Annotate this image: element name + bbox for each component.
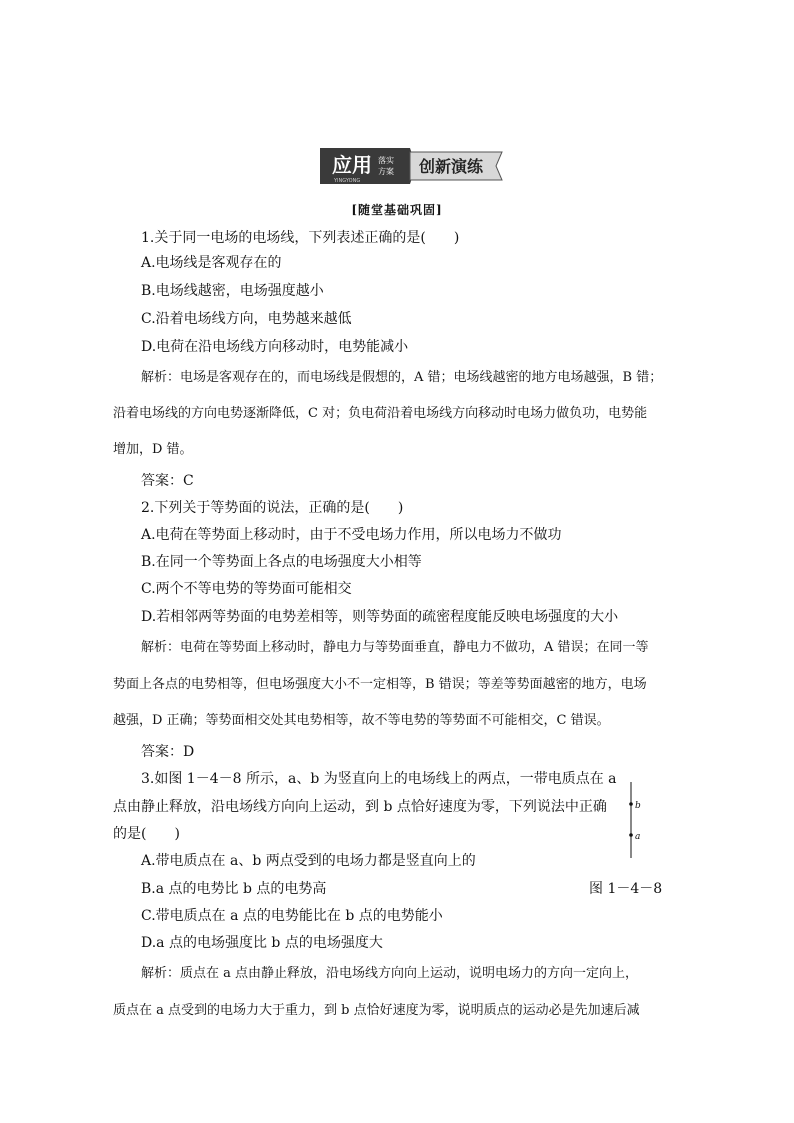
banner-right: 创新演练 bbox=[419, 157, 484, 176]
q3-explanation-line-1: 解析：质点在 a 点由静止释放，沿电场线方向向上运动，说明电场力的方向一定向上， bbox=[141, 966, 639, 981]
banner-small-top: 落实 bbox=[378, 156, 394, 165]
q3-stem-line-1: 3.如图 1－4－8 所示，a、b 为竖直向上的电场线上的两点，一带电质点在 a bbox=[141, 771, 617, 787]
section-title: [随堂基础巩固] bbox=[351, 203, 443, 217]
q2-option-b: B.在同一个等势面上各点的电场强度大小相等 bbox=[141, 554, 422, 570]
q1-option-a: A.电场线是客观存在的 bbox=[141, 255, 282, 271]
q3-stem-line-2: 点由静止释放，沿电场线方向向上运动，到 b 点恰好速度为零，下列说法中正确 bbox=[113, 799, 607, 815]
banner-pinyin: YINGYONG bbox=[334, 178, 361, 184]
q2-explanation-line-2: 势面上各点的电势相等，但电场强度大小不一定相等，B 错误；等差等势面越密的地方，电场 bbox=[113, 677, 647, 692]
banner-small-bottom: 方案 bbox=[378, 167, 394, 176]
q2-option-a: A.电荷在等势面上移动时，由于不受电场力作用，所以电场力不做功 bbox=[141, 527, 562, 543]
q1-stem: 1.关于同一电场的电场线，下列表述正确的是( ) bbox=[141, 230, 460, 246]
q3-explanation-line-2: 质点在 a 点受到的电场力大于重力，到 b 点恰好速度为零，说明质点的运动必是先加速后减 bbox=[113, 1003, 640, 1018]
figure-electric-field-line bbox=[620, 780, 650, 860]
q1-option-b: B.电场线越密，电场强度越小 bbox=[141, 283, 324, 299]
q2-explanation-line-3: 越强，D 正确；等势面相交处其电势相等，故不等电势的等势面不可能相交，C 错误。 bbox=[113, 713, 610, 728]
q1-option-d: D.电荷在沿电场线方向移动时，电势能减小 bbox=[141, 339, 409, 355]
q1-explanation-line-2: 沿着电场线的方向电势逐渐降低，C 对；负电荷沿着电场线方向移动时电场力做负功，电势能 bbox=[113, 406, 648, 421]
q2-stem: 2.下列关于等势面的说法，正确的是( ) bbox=[141, 500, 404, 516]
q3-option-b: B.a 点的电势比 b 点的电势高 bbox=[141, 881, 327, 897]
label-b: b bbox=[635, 801, 641, 811]
q3-option-c: C.带电质点在 a 点的电势能比在 b 点的电势能小 bbox=[141, 908, 443, 924]
q2-answer: 答案：D bbox=[141, 744, 195, 760]
banner-main: 应用 bbox=[332, 153, 372, 177]
q1-option-c: C.沿着电场线方向，电势越来越低 bbox=[141, 311, 352, 327]
q2-option-d: D.若相邻两等势面的电势差相等，则等势面的疏密程度能反映电场强度的大小 bbox=[141, 609, 619, 625]
point-a bbox=[629, 833, 633, 837]
q1-explanation-line-1: 解析：电场是客观存在的，而电场线是假想的，A 错；电场线越密的地方电场越强，B 错； bbox=[141, 370, 663, 385]
q2-explanation-line-1: 解析：电荷在等势面上移动时，静电力与等势面垂直，静电力不做功，A 错误；在同一等 bbox=[141, 640, 649, 655]
section-banner bbox=[318, 146, 504, 186]
q2-option-c: C.两个不等电势的等势面可能相交 bbox=[141, 581, 352, 597]
q1-explanation-line-3: 增加，D 错。 bbox=[113, 442, 193, 457]
figure-caption: 图 1－4－8 bbox=[589, 881, 663, 897]
point-b bbox=[629, 802, 633, 806]
label-a: a bbox=[635, 832, 641, 842]
q3-stem-line-3: 的是( ) bbox=[113, 826, 180, 842]
q3-option-d: D.a 点的电场强度比 b 点的电场强度大 bbox=[141, 935, 383, 951]
q1-answer: 答案：C bbox=[141, 473, 194, 489]
q3-option-a: A.带电质点在 a、b 两点受到的电场力都是竖直向上的 bbox=[141, 853, 476, 869]
